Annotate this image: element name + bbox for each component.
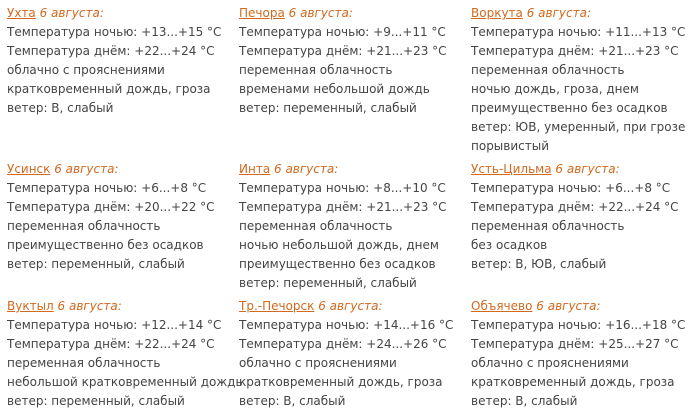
forecast-card-vorkuta — [471, 4, 697, 156]
city-link[interactable]: Инта — [239, 162, 271, 176]
city-link[interactable]: Объячево — [471, 299, 533, 313]
cloudiness: переменная облачность — [471, 63, 625, 77]
cloudiness: переменная облачность — [7, 356, 161, 370]
wind: ветер: переменный, слабый — [239, 276, 417, 290]
precipitation-detail: преимущественно без осадков — [239, 257, 436, 271]
cloudiness: переменная облачность — [471, 219, 625, 233]
forecast-card-ust-tsilma — [471, 160, 697, 274]
forecast-card-inta — [239, 160, 465, 293]
precipitation: ночью небольшой дождь, днем — [239, 238, 439, 252]
forecast-header — [7, 160, 233, 179]
forecast-header — [239, 4, 465, 23]
day-temperature: Температура днём: +21...+23 °C — [471, 44, 679, 58]
wind: ветер: переменный, слабый — [7, 257, 185, 271]
forecast-date: 6 августа: — [274, 162, 339, 176]
wind: ветер: В, слабый — [239, 394, 346, 408]
forecast-card-tr-pechorsk — [239, 297, 465, 411]
forecast-card-usinsk — [7, 160, 233, 274]
forecast-date: 6 августа: — [536, 299, 601, 313]
city-link[interactable]: Усинск — [7, 162, 51, 176]
forecast-header — [7, 4, 233, 23]
precipitation: кратковременный дождь, гроза — [471, 375, 675, 389]
night-temperature: Температура ночью: +14...+16 °C — [239, 318, 454, 332]
forecast-header — [471, 297, 697, 316]
wind: ветер: В, ЮВ, слабый — [471, 257, 607, 271]
forecast-date: 6 августа: — [318, 299, 383, 313]
forecast-card-vuktyl — [7, 297, 243, 411]
night-temperature: Температура ночью: +16...+18 °C — [471, 318, 686, 332]
day-temperature: Температура днём: +21...+23 °C — [239, 200, 447, 214]
wind: ветер: переменный, слабый — [239, 101, 417, 115]
day-temperature: Температура днём: +20...+22 °C — [7, 200, 215, 214]
cloudiness: переменная облачность — [239, 63, 393, 77]
wind: ветер: ЮВ, умеренный, при грозе — [471, 120, 686, 134]
city-link[interactable]: Усть-Цильма — [471, 162, 552, 176]
day-temperature: Температура днём: +22...+24 °C — [471, 200, 679, 214]
day-temperature: Температура днём: +25...+27 °C — [471, 337, 679, 351]
cloudiness: облачно с прояснениями — [7, 63, 165, 77]
wind-detail: порывистый — [471, 139, 550, 153]
forecast-date: 6 августа: — [288, 6, 353, 20]
precipitation: небольшой кратковременный дождь — [7, 375, 243, 389]
forecast-header — [471, 4, 697, 23]
night-temperature: Температура ночью: +13...+15 °C — [7, 25, 222, 39]
precipitation: временами небольшой дождь — [239, 82, 430, 96]
city-link[interactable]: Тр.-Печорск — [239, 299, 315, 313]
wind: ветер: В, слабый — [471, 394, 578, 408]
day-temperature: Температура днём: +21...+23 °C — [239, 44, 447, 58]
forecast-date: 6 августа: — [57, 299, 122, 313]
cloudiness: переменная облачность — [7, 219, 161, 233]
forecast-card-ukhta — [7, 4, 233, 118]
city-link[interactable]: Печора — [239, 6, 285, 20]
cloudiness: облачно с прояснениями — [239, 356, 397, 370]
night-temperature: Температура ночью: +12...+14 °C — [7, 318, 222, 332]
precipitation: преимущественно без осадков — [7, 238, 204, 252]
wind: ветер: В, слабый — [7, 101, 114, 115]
precipitation: без осадков — [471, 238, 548, 252]
forecast-date: 6 августа: — [555, 162, 620, 176]
forecast-header — [239, 297, 465, 316]
city-link[interactable]: Ухта — [7, 6, 36, 20]
cloudiness: облачно с прояснениями — [471, 356, 629, 370]
night-temperature: Температура ночью: +6...+8 °C — [7, 181, 207, 195]
day-temperature: Температура днём: +22...+24 °C — [7, 44, 215, 58]
night-temperature: Температура ночью: +9...+11 °C — [239, 25, 446, 39]
forecast-header — [471, 160, 697, 179]
forecast-date: 6 августа: — [54, 162, 119, 176]
forecast-date: 6 августа: — [526, 6, 591, 20]
wind: ветер: переменный, слабый — [7, 394, 185, 408]
city-link[interactable]: Вуктыл — [7, 299, 54, 313]
forecast-card-obyachevo — [471, 297, 697, 411]
precipitation: ночью дождь, гроза, днем — [471, 82, 639, 96]
day-temperature: Температура днём: +22...+24 °C — [7, 337, 215, 351]
forecast-header — [239, 160, 465, 179]
precipitation-detail: преимущественно без осадков — [471, 101, 668, 115]
day-temperature: Температура днём: +24...+26 °C — [239, 337, 447, 351]
night-temperature: Температура ночью: +6...+8 °C — [471, 181, 671, 195]
night-temperature: Температура ночью: +8...+10 °C — [239, 181, 446, 195]
forecast-header — [7, 297, 233, 316]
forecast-date: 6 августа: — [39, 6, 104, 20]
cloudiness: переменная облачность — [239, 219, 393, 233]
night-temperature: Температура ночью: +11...+13 °C — [471, 25, 686, 39]
city-link[interactable]: Воркута — [471, 6, 523, 20]
precipitation: кратковременный дождь, гроза — [7, 82, 211, 96]
forecast-card-pechora — [239, 4, 465, 118]
precipitation: кратковременный дождь, гроза — [239, 375, 443, 389]
